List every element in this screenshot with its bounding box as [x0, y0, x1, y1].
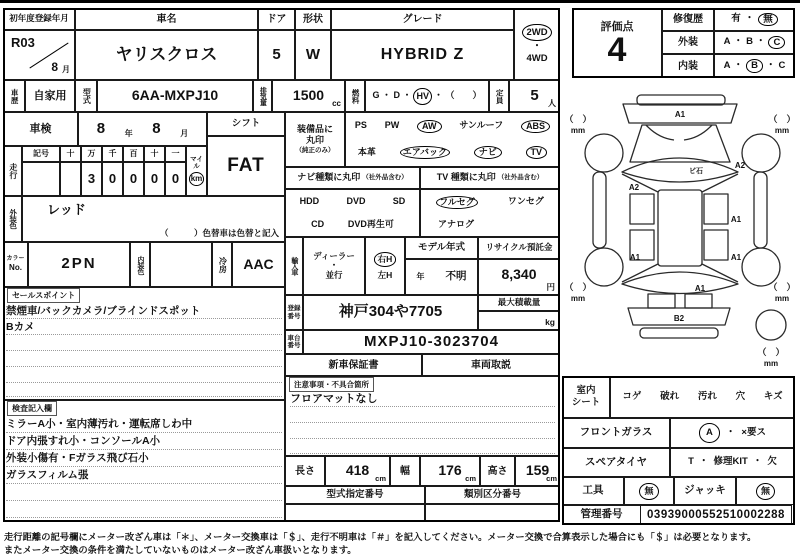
- handle-left: 左H: [377, 269, 393, 280]
- diagram-label-front-bumper: A1: [674, 110, 686, 119]
- tv-fullseg: フルセグ: [436, 196, 478, 209]
- fuel-label: 燃料: [345, 80, 365, 112]
- mileage-h1: 十: [60, 146, 81, 162]
- drive-type-cell: [514, 8, 560, 80]
- width-cell: [420, 456, 480, 486]
- drive-4wd: 4WD: [526, 52, 548, 64]
- seat-label-1: 室内: [576, 385, 596, 397]
- height-cell: [515, 456, 560, 486]
- dot: ・: [733, 59, 744, 71]
- tv-type-title: TV 種類に丸印: [436, 172, 496, 183]
- seat-scratch: キズ: [763, 390, 783, 402]
- color-no-label-2: No.: [9, 262, 22, 272]
- spare-t: T: [688, 456, 694, 468]
- reg-month-unit: 月: [62, 65, 70, 75]
- diagram-label-rear-bumper-b2: B2: [673, 314, 685, 323]
- int-b: B: [746, 59, 763, 73]
- color-no-label-1: カラー: [6, 256, 25, 263]
- right-front-door-shape: [704, 194, 728, 224]
- import-handle-cell: [365, 237, 405, 295]
- equip-pw: PW: [384, 120, 400, 131]
- left-sill-shape: [593, 172, 606, 248]
- chassis-value: MXPJ10-3023704: [303, 330, 560, 354]
- tv-type-sub: （社外品含む）: [497, 174, 544, 182]
- tv-type-header: [420, 167, 560, 189]
- bracket-bottom-left: （ ）: [564, 282, 592, 292]
- equip-abs: ABS: [521, 120, 550, 133]
- ext-color-note: （ ）色替車は色替と記入: [159, 227, 279, 238]
- jack-cell: [736, 477, 795, 505]
- dotted-line: [6, 366, 282, 383]
- navi-sd: SD: [392, 195, 406, 206]
- shape-label: 形状: [295, 8, 331, 30]
- footer-line-2: またメーター交換の条件を満たしていないものはメーター改ざん車扱いとなります。: [4, 544, 357, 555]
- inspection-line-1: ミラーA小・室内薄汚れ・運転席しわ中: [6, 415, 282, 433]
- notes-line-1: フロアマットなし: [290, 390, 555, 407]
- mm-top-left: mm: [570, 126, 586, 135]
- equipment-label-2: 丸印: [305, 134, 324, 145]
- fuel-options: G ・ D ・: [372, 90, 412, 101]
- mileage-unit-cell: [186, 146, 207, 196]
- width-label: 幅: [390, 456, 420, 486]
- mileage-h4: 百: [123, 146, 144, 162]
- jack-label: ジャッキ: [674, 477, 736, 505]
- equip-sunroof: サンルーフ: [459, 120, 504, 131]
- color-no-value: 2PN: [28, 242, 130, 287]
- mileage-sym-value: [22, 162, 60, 196]
- equip-tv: TV: [526, 146, 548, 159]
- diagram-label-right-a2: A2: [734, 161, 746, 170]
- navi-row-2: [299, 220, 405, 230]
- mileage-km: km: [189, 172, 205, 186]
- navi-type-items: [285, 189, 420, 237]
- shift-label: シフト: [207, 112, 285, 136]
- spare-wheel: [756, 310, 786, 340]
- repair-dot: ・: [744, 13, 755, 25]
- dot: ・: [733, 36, 744, 48]
- ext-color-value: レッド: [47, 202, 86, 217]
- sales-point-line-2: Bカメ: [6, 318, 282, 335]
- mileage-v6: 0: [165, 162, 186, 196]
- navi-type-header: [285, 167, 420, 189]
- inspection-line-2: ドア内張すれ小・コンソールA小: [6, 432, 282, 450]
- navi-type-sub: （社外品含む）: [362, 174, 408, 182]
- spare-missing: 欠: [767, 456, 777, 468]
- mileage-h2: 万: [81, 146, 102, 162]
- capacity-value: 5: [530, 86, 539, 104]
- chassis-label-2: 番号: [287, 342, 301, 349]
- diagram-label-right-low-a1: A1: [730, 253, 742, 262]
- eval-score-cell: [572, 8, 662, 78]
- spare-kit: 修理KIT: [713, 456, 748, 468]
- navi-type-title: ナビ種類に丸印: [297, 172, 361, 183]
- seat-tear: 破れ: [660, 390, 680, 402]
- seat-label-2: シート: [571, 396, 601, 408]
- import-dealer: ディーラー: [313, 250, 355, 261]
- jack-none: 無: [756, 483, 775, 500]
- width-unit: cm: [465, 473, 476, 483]
- eval-int-label: 内装: [662, 54, 714, 78]
- import-label: 輸入車: [285, 237, 303, 295]
- inspection-line-4: ガラスフィルム張: [6, 466, 282, 484]
- shaken-month: 8: [152, 119, 161, 137]
- equip-airbag: エアバック: [400, 146, 450, 159]
- model-year-label: モデル年式: [405, 237, 478, 259]
- footer-line-1: 走行距離の記号欄にメーター改ざん車は「＊」、メーター交換車は「＄」、走行不明車は「＃」を記入してください。メーター交換で合算表示した場合にも「＄」は必要となります。: [4, 531, 757, 542]
- car-name-label: 車名: [75, 8, 258, 30]
- model-year-unit: 年: [416, 271, 425, 281]
- hood-shape: [630, 125, 730, 162]
- dot: ・: [765, 59, 776, 71]
- shape-value: W: [295, 30, 331, 80]
- shaken-year-unit: 年: [124, 128, 133, 138]
- dotted-line: [6, 382, 282, 397]
- int-a: A: [723, 59, 731, 71]
- max-load-label: 最大積載量: [478, 295, 560, 311]
- eval-score-value: 4: [607, 31, 627, 70]
- inspection-line-3: 外装小傷有・Fガラス飛び石小: [6, 449, 282, 467]
- grade-label: グレード: [331, 8, 514, 30]
- dotted-line: [290, 406, 555, 423]
- recycle-unit: 円: [546, 281, 555, 292]
- drive-2wd: 2WD: [522, 24, 551, 42]
- seat-burn: コゲ: [622, 390, 642, 402]
- history-label: 車歴: [3, 80, 25, 112]
- length-value: 418: [345, 462, 370, 479]
- tools-none: 無: [639, 483, 658, 500]
- door-label: ドア: [258, 8, 295, 30]
- right-rear-door-shape: [704, 230, 728, 260]
- shaken-cell: [78, 112, 207, 146]
- rear-rail-shape: [640, 328, 718, 338]
- equip-aw: AW: [417, 120, 442, 133]
- seat-dirt: 汚れ: [697, 390, 717, 402]
- tv-analog: アナログ: [438, 219, 475, 230]
- shaken-year: 8: [96, 119, 106, 137]
- rear-left-lamp-shape: [648, 294, 675, 308]
- dotted-line: [6, 334, 282, 351]
- reg-date-cell: [3, 30, 75, 80]
- equipment-items: [345, 112, 560, 167]
- dotted-line: [6, 500, 282, 518]
- displacement-cell: [272, 80, 345, 112]
- repair-no: 無: [758, 13, 778, 27]
- equipment-label-cell: [285, 112, 345, 167]
- length-unit: cm: [375, 473, 386, 483]
- left-front-door-shape: [630, 194, 654, 224]
- navi-row-1: [286, 197, 419, 207]
- recycle-label: リサイクル預託金: [478, 237, 560, 259]
- shift-value: FAT: [207, 136, 285, 196]
- shaken-label: 車検: [3, 112, 78, 146]
- tv-oneseg: ワンセグ: [507, 196, 544, 207]
- mm-bottom-right: mm: [774, 294, 790, 303]
- import-parallel: 並行: [325, 269, 343, 280]
- height-value: 159: [525, 462, 550, 479]
- model-code-label: 型式: [75, 80, 97, 112]
- front-left-wheel: [585, 134, 623, 172]
- ext-color-cell: [22, 196, 285, 242]
- max-load-cell: [478, 311, 560, 330]
- headlight-right-shape: [684, 125, 712, 140]
- capacity-cell: [509, 80, 560, 112]
- mgmt-no-label: 管理番号: [562, 505, 640, 525]
- reg-year: R03: [11, 35, 35, 50]
- equipment-row-1: [346, 120, 559, 133]
- dotted-line: [290, 438, 555, 454]
- mgmt-no-value: 03939000552510002288: [640, 505, 792, 525]
- door-value: 5: [258, 30, 295, 80]
- navi-dvd-play: DVD再生可: [347, 218, 394, 229]
- bracket-top-right: （ ）: [768, 114, 796, 124]
- equipment-label-1: 装備品に: [296, 124, 333, 135]
- mileage-sym-header: 記号: [22, 146, 60, 162]
- model-year-value: 不明: [445, 270, 467, 283]
- model-code-value: 6AA-MXPJ10: [97, 80, 253, 112]
- equipment-label-3: （純正のみ）: [295, 146, 335, 154]
- glass-a: A: [699, 423, 720, 443]
- repair-history-cell: [714, 8, 795, 31]
- diagram-label-rear-a1: A1: [694, 284, 706, 293]
- grade-value: HYBRID Z: [331, 30, 514, 80]
- displacement-value: 1500: [292, 87, 325, 104]
- bracket-bottom-right: （ ）: [768, 282, 796, 292]
- ext-color-label: 外装色: [3, 196, 22, 242]
- ext-a: A: [723, 36, 731, 48]
- scan-top-edge: [0, 0, 800, 3]
- rear-left-wheel: [585, 248, 623, 286]
- sales-point-line-1: 禁煙車/バックカメラ/ブラインドスポット: [6, 302, 282, 319]
- dotted-line: [6, 483, 282, 501]
- dotted-line: [6, 350, 282, 367]
- diagram-label-windshield-stone: ビ石: [689, 168, 703, 175]
- model-year-cell: [405, 259, 478, 295]
- displacement-unit: cc: [332, 99, 341, 109]
- reg-month: 8: [51, 59, 58, 74]
- handle-right: 右H: [374, 252, 397, 267]
- headlight-left-shape: [646, 125, 674, 140]
- history-value: 自家用: [25, 80, 75, 112]
- front-right-wheel: [742, 134, 780, 172]
- equip-ps: PS: [354, 120, 367, 131]
- capacity-unit: 人: [548, 99, 556, 109]
- warranty-cell: 新車保証書: [285, 354, 422, 376]
- seat-hole: 穴: [735, 390, 746, 402]
- mileage-v4: 0: [123, 162, 144, 196]
- bracket-top-left: （ ）: [564, 114, 592, 124]
- tv-type-items: [420, 189, 560, 237]
- int-color-label: 内装色: [130, 242, 150, 287]
- rear-right-lamp-shape: [685, 294, 712, 308]
- mileage-v1: [60, 162, 81, 196]
- max-load-unit: kg: [545, 316, 555, 327]
- roof-shape: [658, 190, 702, 266]
- dot: ・: [755, 36, 766, 48]
- mileage-h3: 千: [102, 146, 123, 162]
- length-label: 長さ: [285, 456, 325, 486]
- tools-cell: [624, 477, 674, 505]
- dotted-line: [290, 422, 555, 439]
- chassis-label: [285, 330, 303, 354]
- length-cell: [325, 456, 390, 486]
- notes-tab: 注意事項・不具合箇所: [289, 377, 374, 392]
- glass-dot: ・: [725, 426, 736, 438]
- equipment-row-2: [346, 146, 559, 159]
- mm-bottom-left: mm: [570, 294, 586, 303]
- ext-c: C: [768, 36, 785, 50]
- ext-b: B: [746, 36, 753, 48]
- fuel-rest: ・ （ ）: [434, 90, 482, 101]
- mileage-h6: 一: [165, 146, 186, 162]
- ac-label: 冷房: [212, 242, 232, 287]
- eval-ext-cell: [714, 31, 795, 54]
- navi-hdd: HDD: [299, 195, 320, 206]
- tv-row-2: [404, 220, 576, 230]
- type-spec-label: 型式指定番号: [285, 486, 425, 504]
- mileage-v5: 0: [144, 162, 165, 196]
- diagram-label-left-low-a1: A1: [629, 253, 641, 262]
- sales-point-tab: セールスポイント: [7, 288, 80, 303]
- rear-right-wheel: [742, 248, 780, 286]
- reg-no-label-2: 番号: [287, 312, 301, 320]
- mileage-v2: 3: [81, 162, 102, 196]
- import-dot: ・: [329, 260, 339, 271]
- seat-label-cell: [562, 376, 610, 418]
- capacity-label: 定員: [489, 80, 509, 112]
- spare-dot-1: ・: [698, 456, 709, 468]
- recycle-value: 8,340: [501, 266, 537, 283]
- spare-dot-2: ・: [752, 456, 763, 468]
- displacement-label: 排気量: [253, 80, 272, 112]
- reg-no-label-1: 登録: [287, 305, 301, 313]
- fuel-hv: HV: [413, 88, 432, 105]
- repair-yes: 有: [731, 13, 741, 25]
- recycle-cell: [478, 259, 560, 295]
- mileage-mile: マイル: [190, 155, 203, 170]
- navi-dvd: DVD: [346, 195, 366, 206]
- equip-navi: ナビ: [474, 146, 502, 159]
- tools-label: 工具: [562, 477, 624, 505]
- bracket-spare: （ ）: [757, 347, 785, 357]
- type-spec-value: [285, 504, 425, 522]
- diagram-label-right-mid-a1: A1: [730, 215, 742, 224]
- eval-int-cell: [714, 54, 795, 78]
- height-unit: cm: [546, 473, 557, 483]
- type-class-value: [425, 504, 560, 522]
- diagram-label-left-a2: A2: [628, 183, 640, 192]
- drive-dot: ・: [532, 41, 542, 53]
- spare-tire-cell: [670, 448, 795, 477]
- mileage-h5: 十: [144, 146, 165, 162]
- int-c: C: [778, 59, 786, 71]
- right-sill-shape: [754, 172, 767, 248]
- shaken-month-unit: 月: [180, 128, 189, 138]
- mileage-v3: 0: [102, 162, 123, 196]
- seat-items: [610, 376, 795, 418]
- equip-leather: 本革: [357, 146, 376, 157]
- manual-cell: 車両取説: [422, 354, 560, 376]
- car-name-value: ヤリスクロス: [75, 30, 258, 80]
- eval-score-label: 評価点: [600, 20, 634, 33]
- height-label: 高さ: [480, 456, 515, 486]
- glass-x: ×要ス: [741, 426, 766, 438]
- int-color-value: [150, 242, 212, 287]
- front-glass-label: フロントガラス: [562, 418, 670, 448]
- mm-top-right: mm: [774, 126, 790, 135]
- type-class-label: 類別区分番号: [425, 486, 560, 504]
- car-damage-diagram: [558, 80, 800, 378]
- reg-date-label: 初年度登録年月: [3, 8, 75, 30]
- spare-tire-label: スペアタイヤ: [562, 448, 670, 477]
- front-glass-cell: [670, 418, 795, 448]
- repair-history-label: 修復歴: [662, 8, 714, 31]
- reg-no-label: [285, 295, 303, 330]
- color-no-label: [3, 242, 28, 287]
- mm-spare: mm: [763, 359, 779, 368]
- fuel-cell: [365, 80, 489, 112]
- ac-value: AAC: [232, 242, 285, 287]
- navi-cd: CD: [311, 218, 325, 229]
- tv-row-1: [421, 196, 559, 209]
- rear-window-shape: [622, 272, 738, 294]
- eval-ext-label: 外装: [662, 31, 714, 54]
- chassis-label-1: 車台: [287, 334, 301, 342]
- inspection-notes-tab: 検査記入欄: [7, 401, 57, 416]
- mileage-label: 走行: [3, 146, 22, 196]
- width-value: 176: [438, 462, 462, 479]
- import-dealer-cell: [303, 237, 365, 295]
- reg-no-value: 神戸304や7705: [303, 295, 478, 330]
